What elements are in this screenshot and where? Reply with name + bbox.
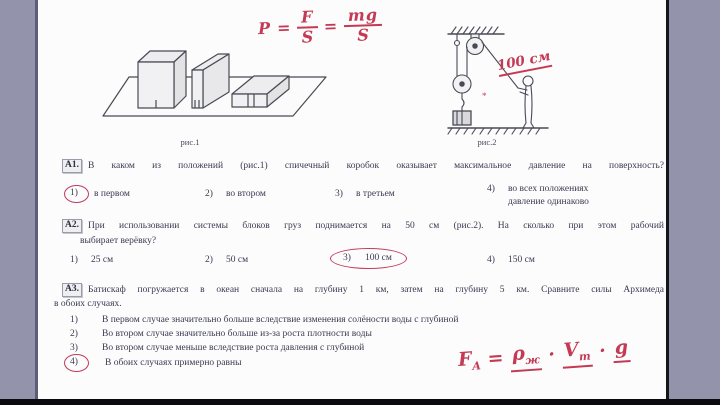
a2-option-3: [330, 248, 407, 269]
fraction-mg-over-S: $\frac{mg}{S}$: [344, 6, 383, 44]
a2-option-4: 4) 150 см: [487, 255, 535, 265]
a1-answer-circle: 1): [64, 185, 89, 203]
figure-1-svg: [90, 40, 335, 130]
a3-option-3: 3) Во втором случае меньше вследствие роста давления с глубиной: [70, 343, 365, 353]
figure-1-caption: рис.1: [180, 137, 200, 147]
a1-option-3: 3) в третьем: [335, 189, 395, 199]
a1-option-4: 4) во всех положениях давление одинаково: [487, 184, 589, 207]
a3-option-4: 4) В обоих случаях примерно равны: [70, 357, 241, 369]
figure-2-pulley-drawing: [440, 18, 570, 145]
left-letterbox-bar: [0, 0, 38, 405]
figure-2-caption: рис.2: [477, 137, 497, 147]
question-a1-marker: А1.: [62, 159, 82, 173]
handwritten-pressure-formula: P = $\frac{F}{S}$ = $\frac{mg}{S}$: [257, 6, 383, 47]
question-a2-text-line1: При использовании системы блоков груз поднимается на 50 см (рис.2). На сколько при этом рабочий: [88, 221, 664, 231]
a2-answer-circle: 3) 100 см: [330, 248, 407, 269]
formula-lhs: P: [257, 18, 272, 39]
figure-1-boxes-drawing: [90, 40, 335, 135]
a2-option-2: 2) 50 см: [205, 255, 249, 265]
question-a3-text-line1: Батискаф погружается в океан сначала на глубину 1 км, затем на глубину 5 км. Сравните силы Архимеда: [88, 285, 664, 295]
question-a3-text-line2: в обоих случаях.: [54, 299, 122, 309]
a3-option-1: 1) В первом случае значительно больше вследствие изменения солёности воды с глубиной: [70, 315, 459, 325]
bottom-letterbox-bar: [0, 399, 720, 405]
a1-option-1: 1) в первом: [70, 188, 130, 200]
question-a3-marker: А3.: [62, 283, 82, 297]
handwritten-rope-length: 100 см: [496, 48, 553, 77]
figure-2-svg: [440, 18, 570, 140]
question-a2-marker: А2.: [62, 219, 82, 233]
a3-answer-circle: 4): [64, 354, 89, 372]
question-a1-text: В каком из положений (рис.1) спичечный коробок оказывает максимальное давление на поверхность?: [88, 161, 664, 171]
a2-option-1: 1) 25 см: [70, 255, 114, 265]
right-letterbox-bar: [666, 0, 720, 405]
a3-option-2: 2) Во втором случае значительно больше из-за роста плотности воды: [70, 329, 372, 339]
red-asterisk-mark: *: [482, 91, 487, 101]
a1-option-2: 2) во втором: [205, 189, 266, 199]
fraction-F-over-S: $\frac{F}{S}$: [297, 8, 319, 46]
question-a2-text-line2: выбирает верёвку?: [80, 236, 157, 246]
handwritten-archimedes-formula: $F_А$ = $\rho_ж$ · $V_т$ · g: [457, 335, 631, 376]
